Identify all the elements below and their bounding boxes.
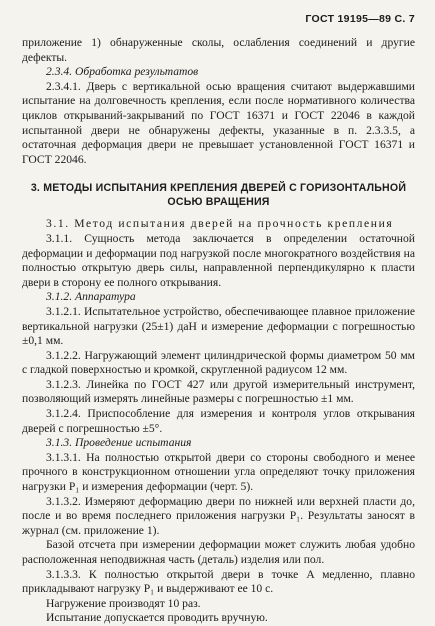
paragraph: 3.1.3.3. К полностью открытой двери в точке A медленно, плавно прикладывают нагрузку P₁ и выдерживают ее 10 с.	[22, 567, 415, 596]
section-heading: 3. МЕТОДЫ ИСПЫТАНИЯ КРЕПЛЕНИЯ ДВЕРЕЙ С ГОРИЗОНТАЛЬНОЙ ОСЬЮ ВРАЩЕНИЯ	[30, 182, 407, 209]
subsection-heading: 2.3.4. Обработка результатов	[46, 65, 199, 79]
paragraph: 3.1.1. Сущность метода заключается в определении остаточной деформации и деформации под нагрузкой после многократного воздействия на полностью открытую дверь силы, направленной перпендикулярно к пласти двери в сторону ее полного открывания.	[22, 231, 415, 289]
page-header: ГОСТ 19195—89 С. 7	[305, 13, 415, 25]
subsection-heading: 3.1.2. Аппаратура	[46, 290, 136, 304]
paragraph: 3.1.2.2. Нагружающий элемент цилиндрической формы диаметром 50 мм с гладкой поверхностью и кромкой, скругленной радиусом 12 мм.	[22, 348, 415, 377]
paragraph: 3.1.3.1. На полностью открытой двери со стороны свободного и менее прочного в конструкционном отношении угла определяют точку приложения нагрузки P₁ и измерения деформации (черт. 5).	[22, 450, 415, 494]
paragraph: Нагружение производят 10 раз.	[46, 596, 201, 610]
paragraph: 2.3.4.1. Дверь с вертикальной осью вращения считают выдержавшими испытание на долговечность крепления, если после нормативного количества циклов открываний-закрываний по ГОСТ 16371 и ГОСТ 22046 в каждой испытанной двери не обнаружены дефекты, указанные в п. 2.3.3.5, а остаточная деформация двери не превышает установленной ГОСТ 16371 и ГОСТ 22046.	[22, 79, 415, 166]
page-content	[22, 36, 415, 626]
paragraph: Испытание допускается проводить вручную.	[46, 611, 268, 625]
paragraph: 3.1.2.4. Приспособление для измерения и контроля углов открывания дверей с погрешностью ±5°.	[22, 407, 415, 435]
paragraph: 3.1.2.1. Испытательное устройство, обеспечивающее плавное приложение вертикальной нагрузки (25±1) даН и измерение деформации с погрешностью ±0,1 мм.	[22, 304, 415, 348]
subsection-heading: 3.1.3. Проведение испытания	[46, 436, 192, 450]
subsection-heading: 3.1. Метод испытания дверей на прочность крепления	[46, 217, 394, 231]
paragraph: приложение 1) обнаруженные сколы, ослабления соединений и другие дефекты.	[22, 36, 415, 64]
paragraph: 3.1.2.3. Линейка по ГОСТ 427 или другой измерительный инструмент, позволяющий измерять линейные размеры с погрешностью ±1 мм.	[22, 377, 415, 406]
paragraph: Базой отсчета при измерении деформации может служить любая удобно расположенная неподвижная часть (деталь) изделия или пол.	[22, 538, 415, 566]
paragraph: 3.1.3.2. Измеряют деформацию двери по нижней или верхней пласти до, после и во время последнего приложения нагрузки P₁. Результаты заносят в журнал (см. приложение 1).	[22, 494, 415, 537]
